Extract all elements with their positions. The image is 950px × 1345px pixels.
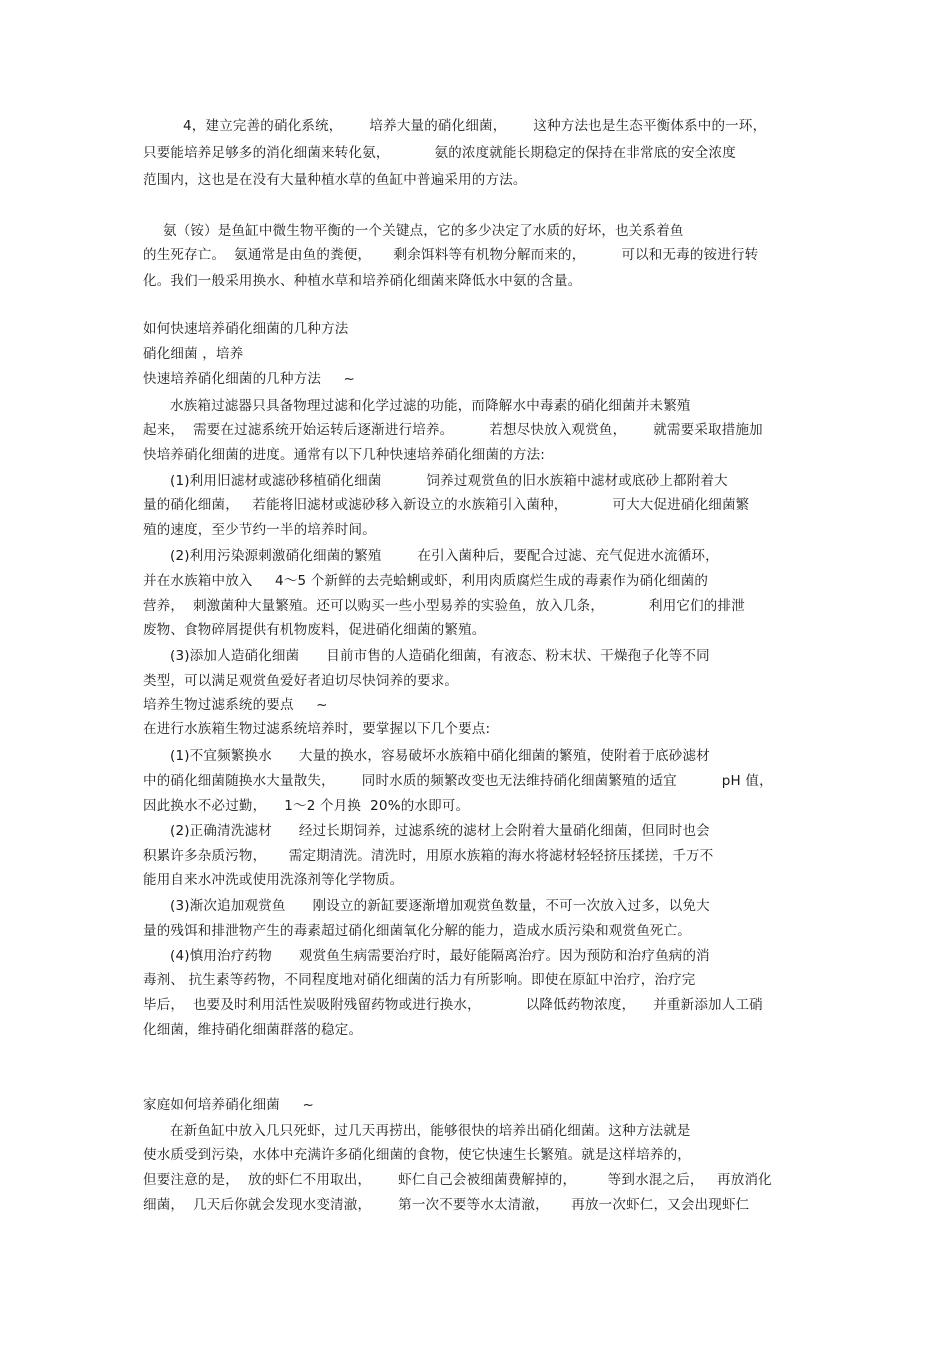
text-line: 殖的速度，至少节约一半的培养时间。 [143,522,376,538]
text-line: 水族箱过滤器只具备物理过滤和化学过滤的功能，而降解水中毒素的硝化细菌并未繁殖 [170,398,691,414]
text-line: 量的硝化细菌， 若能将旧滤材或滤砂移入新设立的水族箱引入菌种， 可大大促进硝化细菌繁 [143,497,750,513]
text-line: 积累许多杂质污物， 需定期清洗。清洗时，用原水族箱的海水将滤材轻轻挤压揉搓，千万不 [143,848,714,864]
section-heading: 快速培养硝化细菌的几种方法 ~ [143,371,356,387]
text-line: 快培养硝化细菌的进度。通常有以下几种快速培养硝化细菌的方法: [143,447,546,463]
text-line: 类型，可以满足观赏鱼爱好者迫切尽快饲养的要求。 [143,673,459,689]
text-line: (2)正确清洗滤材 经过长期饲养，过滤系统的滤材上会附着大量硝化细菌，但同时也会 [170,823,710,839]
text-line: 并在水族箱中放入 4～5 个新鲜的去壳蛤蜊或虾，利用肉质腐烂生成的毒素作为硝化细菌的 [143,573,709,589]
text-line: 中的硝化细菌随换水大量散失， 同时水质的频繁改变也无法维持硝化细菌繁殖的适宜 pH 值， [143,773,773,789]
text-line: 范围内，这也是在没有大量种植水草的鱼缸中普遍采用的方法。 [143,172,527,188]
text-line: 氨（铵）是鱼缸中微生物平衡的一个关键点，它的多少决定了水质的好坏，也关系着鱼 [163,223,684,239]
text-line: (3)渐次追加观赏鱼 刚设立的新缸要逐渐增加观赏鱼数量，不可一次放入过多，以免大 [170,898,710,914]
text-line: (1)不宜频繁换水 大量的换水，容易破坏水族箱中硝化细菌的繁殖，使附着于底砂滤材 [170,748,710,764]
text-line: 化细菌，维持硝化细菌群落的稳定。 [143,1022,363,1038]
text-line: 起来， 需要在过滤系统开始运转后逐渐进行培养。 若想尽快放入观赏鱼， 就需要采取措施加 [143,422,763,438]
text-line: 能用自来水冲洗或使用洗涤剂等化学物质。 [143,872,404,888]
text-line: 在新鱼缸中放入几只死虾，过几天再捞出，能够很快的培养出硝化细菌。这种方法就是 [170,1123,691,1139]
text-line: 化。我们一般采用换水、种植水草和培养硝化细菌来降低水中氨的含量。 [143,273,582,289]
text-line: 在进行水族箱生物过滤系统培养时，要掌握以下几个要点: [143,721,491,737]
text-line: 毒剂、 抗生素等药物，不同程度地对硝化细菌的活力有所影响。即使在原缸中治疗，治疗完 [143,972,696,988]
text-line: (4)慎用治疗药物 观赏鱼生病需要治疗时，最好能隔离治疗。因为预防和治疗鱼病的消 [170,948,710,964]
text-line: (3)添加人造硝化细菌 目前市售的人造硝化细菌，有液态、粉末状、干燥孢子化等不同 [170,648,710,664]
tags-line: 硝化细菌 ，培养 [143,346,244,362]
text-line: 4，建立完善的硝化系统， 培养大量的硝化细菌， 这种方法也是生态平衡体系中的一环， [183,118,767,134]
text-line: 的生死存亡。 氨通常是由鱼的粪便， 剩余饵料等有机物分解而来的， 可以和无毒的铵进行转 [143,247,759,263]
text-line: 使水质受到污染，水体中充满许多硝化细菌的食物，使它快速生长繁殖。就是这样培养的， [143,1147,691,1163]
text-line: 废物、食物碎屑提供有机物废料，促进硝化细菌的繁殖。 [143,622,486,638]
text-line: 营养， 刺激菌种大量繁殖。还可以购买一些小型易养的实验鱼，放入几条， 利用它们的排泄 [143,598,745,614]
text-line: (1)利用旧滤材或滤砂移植硝化细菌 饲养过观赏鱼的旧水族箱中滤材或底砂上都附着大 [170,473,728,489]
text-line: 只要能培养足够多的消化细菌来转化氨， 氨的浓度就能长期稳定的保持在非常底的安全浓度 [143,145,736,161]
section-heading: 家庭如何培养硝化细菌 ~ [143,1097,314,1113]
text-line: (2)利用污染源刺激硝化细菌的繁殖 在引入菌种后，要配合过滤、充气促进水流循环， [170,548,719,564]
section-heading: 如何快速培养硝化细菌的几种方法 [143,321,349,337]
section-heading: 培养生物过滤系统的要点 ~ [143,697,328,713]
text-line: 毕后， 也要及时利用活性炭吸附残留药物或进行换水， 以降低药物浓度， 并重新添加人工硝 [143,997,763,1013]
text-line: 因此换水不必过勤， 1～2 个月换 20%的水即可。 [143,798,470,814]
text-line: 但要注意的是， 放的虾仁不用取出， 虾仁自己会被细菌费解掉的， 等到水混之后， 再放消化 [143,1172,772,1188]
text-line: 细菌， 几天后你就会发现水变清澈， 第一次不要等水太清澈， 再放一次虾仁，又会出现虾仁 [143,1197,750,1213]
text-line: 量的残饵和排泄物产生的毒素超过硝化细菌氧化分解的能力，造成水质污染和观赏鱼死亡。 [143,923,691,939]
